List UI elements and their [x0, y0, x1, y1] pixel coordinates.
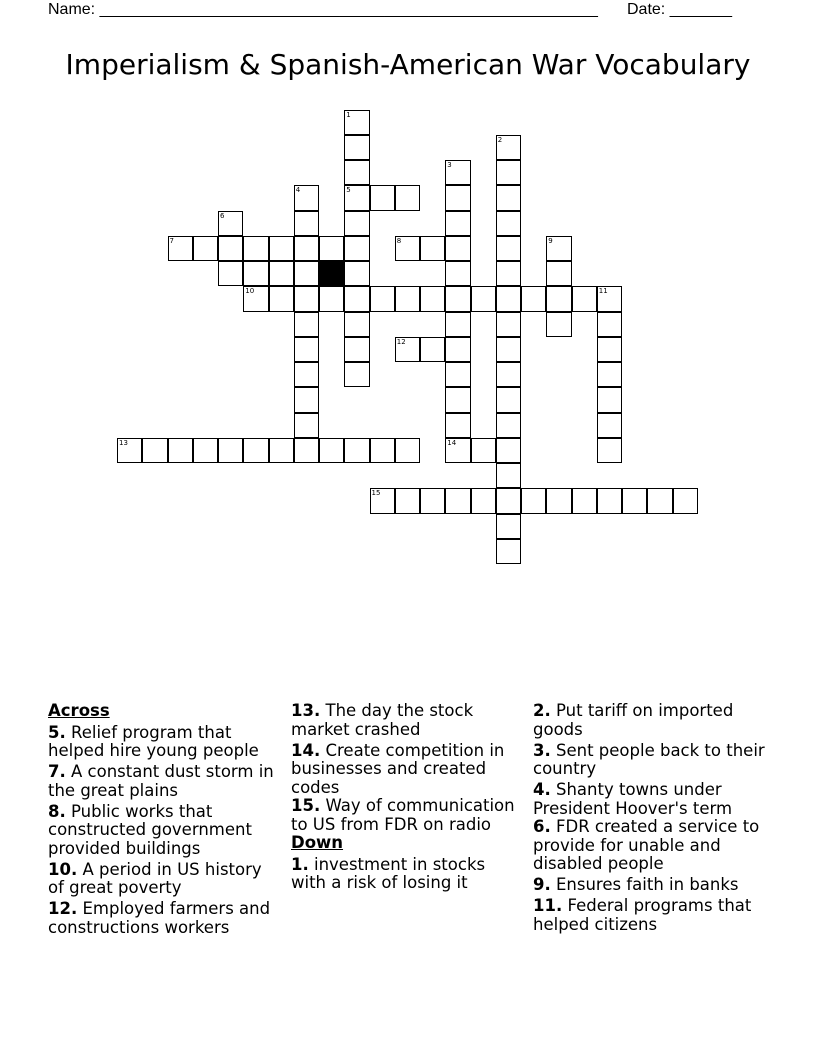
date-field-label: Date: _______ — [627, 1, 732, 18]
across-heading: Across — [48, 701, 110, 720]
grid-cell[interactable] — [572, 286, 597, 311]
grid-cell[interactable] — [496, 337, 521, 362]
grid-cell[interactable] — [597, 413, 622, 438]
clues-column-2 — [291, 702, 523, 895]
grid-cell[interactable] — [117, 438, 142, 463]
grid-cell[interactable] — [445, 185, 470, 210]
clue-across-15: 15. Way of communication to US from FDR on radio — [291, 796, 515, 834]
grid-cell[interactable] — [395, 185, 420, 210]
grid-cell[interactable] — [496, 135, 521, 160]
clues-column-3 — [533, 702, 765, 937]
clue-down-6: 6. FDR created a service to provide for unable and disabled people — [533, 817, 760, 873]
grid-cell[interactable] — [496, 463, 521, 488]
grid-cell[interactable] — [420, 286, 445, 311]
grid-cell[interactable] — [294, 286, 319, 311]
grid-cell[interactable] — [269, 438, 294, 463]
grid-cell[interactable] — [168, 438, 193, 463]
grid-cell[interactable] — [496, 413, 521, 438]
grid-cell[interactable] — [269, 261, 294, 286]
grid-cell[interactable] — [344, 185, 369, 210]
grid-cell[interactable] — [597, 286, 622, 311]
clue-across-5: 5. Relief program that helped hire young people — [48, 722, 259, 760]
clue-down-9: 9. Ensures faith in banks — [533, 875, 739, 894]
grid-cell[interactable] — [395, 438, 420, 463]
grid-cell[interactable] — [344, 286, 369, 311]
grid-cell[interactable] — [673, 488, 698, 513]
grid-cell[interactable] — [420, 337, 445, 362]
grid-cell[interactable] — [622, 488, 647, 513]
grid-cell[interactable] — [445, 362, 470, 387]
grid-cell[interactable] — [294, 211, 319, 236]
grid-cell[interactable] — [420, 488, 445, 513]
grid-cell[interactable] — [445, 488, 470, 513]
grid-cell[interactable] — [294, 185, 319, 210]
down-heading: Down — [291, 833, 344, 852]
grid-cell[interactable] — [269, 286, 294, 311]
grid-cell[interactable] — [218, 211, 243, 236]
grid-cell[interactable] — [597, 312, 622, 337]
grid-cell[interactable] — [445, 261, 470, 286]
grid-cell[interactable] — [344, 160, 369, 185]
clue-number: 5 — [346, 186, 351, 195]
grid-cell[interactable] — [294, 312, 319, 337]
grid-cell[interactable] — [445, 337, 470, 362]
grid-cell[interactable] — [218, 236, 243, 261]
grid-cell[interactable] — [471, 488, 496, 513]
grid-cell[interactable] — [572, 488, 597, 513]
grid-cell[interactable] — [546, 236, 571, 261]
grid-cell[interactable] — [370, 286, 395, 311]
grid-cell[interactable] — [445, 286, 470, 311]
clue-number: 14 — [447, 438, 457, 447]
grid-cell[interactable] — [243, 261, 268, 286]
grid-cell[interactable] — [344, 261, 369, 286]
grid-cell[interactable] — [193, 438, 218, 463]
page-title: Imperialism & Spanish-American War Vocabulary — [65, 48, 751, 81]
grid-cell[interactable] — [546, 286, 571, 311]
grid-cell[interactable] — [521, 286, 546, 311]
name-field-label: Name: ________________________________________________________ — [48, 1, 598, 18]
grid-cell[interactable] — [647, 488, 672, 513]
grid-cell[interactable] — [344, 362, 369, 387]
grid-cell[interactable] — [597, 362, 622, 387]
clue-number: 12 — [396, 337, 406, 346]
clues-column-1 — [48, 702, 280, 940]
clue-number: 9 — [548, 236, 553, 245]
grid-cell[interactable] — [496, 236, 521, 261]
grid-cell[interactable] — [445, 312, 470, 337]
grid-cell[interactable] — [496, 488, 521, 513]
grid-cell[interactable] — [344, 337, 369, 362]
grid-cell[interactable] — [496, 211, 521, 236]
grid-cell[interactable] — [496, 387, 521, 412]
grid-cell[interactable] — [597, 387, 622, 412]
grid-cell[interactable] — [344, 211, 369, 236]
clue-across-7: 7. A constant dust storm in the great plains — [48, 762, 274, 800]
grid-cell[interactable] — [193, 236, 218, 261]
grid-cell[interactable] — [218, 261, 243, 286]
grid-cell[interactable] — [420, 236, 445, 261]
grid-cell[interactable] — [344, 312, 369, 337]
clue-across-14: 14. Create competition in businesses and created codes — [291, 740, 505, 797]
grid-cell[interactable] — [445, 387, 470, 412]
clue-number: 13 — [119, 438, 128, 447]
clue-number: 1 — [346, 110, 351, 119]
grid-cell[interactable] — [294, 438, 319, 463]
grid-cell[interactable] — [269, 236, 294, 261]
grid-cell[interactable] — [218, 438, 243, 463]
grid-cell[interactable] — [395, 488, 420, 513]
grid-cell[interactable] — [294, 362, 319, 387]
grid-cell[interactable] — [546, 488, 571, 513]
grid-cell[interactable] — [445, 160, 470, 185]
grid-cell[interactable] — [597, 438, 622, 463]
grid-cell[interactable] — [319, 236, 344, 261]
grid-cell[interactable] — [445, 211, 470, 236]
clue-across-8: 8. Public works that constructed government provided buildings — [48, 801, 252, 858]
grid-cell[interactable] — [370, 438, 395, 463]
clue-across-13: 13. The day the stock market crashed — [291, 701, 474, 739]
grid-cell[interactable] — [294, 261, 319, 286]
clue-number: 7 — [169, 236, 174, 245]
clue-down-2: 2. Put tariff on imported goods — [533, 701, 734, 739]
grid-cell[interactable] — [546, 261, 571, 286]
grid-cell[interactable] — [445, 438, 470, 463]
grid-cell[interactable] — [344, 135, 369, 160]
grid-cell[interactable] — [597, 337, 622, 362]
grid-cell[interactable] — [496, 438, 521, 463]
grid-cell[interactable] — [243, 286, 268, 311]
grid-cell[interactable] — [344, 438, 369, 463]
clue-number: 10 — [245, 287, 255, 296]
grid-cell[interactable] — [445, 236, 470, 261]
clue-number: 2 — [497, 135, 503, 144]
grid-cell[interactable] — [496, 160, 521, 185]
grid-cell[interactable] — [496, 185, 521, 210]
grid-cell[interactable] — [496, 261, 521, 286]
grid-cell[interactable] — [370, 488, 395, 513]
grid-cell[interactable] — [294, 236, 319, 261]
grid-cell[interactable] — [294, 337, 319, 362]
grid-cell[interactable] — [471, 286, 496, 311]
clue-down-11: 11. Federal programs that helped citizens — [533, 896, 752, 934]
grid-cell[interactable] — [319, 286, 344, 311]
clue-down-3: 3. Sent people back to their country — [533, 740, 765, 778]
grid-cell[interactable] — [294, 413, 319, 438]
clue-number: 15 — [371, 489, 381, 498]
grid-cell[interactable] — [471, 438, 496, 463]
grid-cell[interactable] — [344, 110, 369, 135]
grid-cell[interactable] — [496, 362, 521, 387]
grid-cell[interactable] — [395, 236, 420, 261]
grid-cell[interactable] — [243, 438, 268, 463]
grid-cell[interactable] — [496, 539, 521, 564]
clue-down-1: 1. investment in stocks with a risk of losing it — [291, 854, 486, 892]
clue-number: 3 — [447, 161, 452, 169]
grid-cell[interactable] — [142, 438, 167, 463]
grid-cell[interactable] — [395, 286, 420, 311]
grid-cell[interactable] — [395, 337, 420, 362]
grid-cell[interactable] — [496, 286, 521, 311]
grid-cell[interactable] — [546, 312, 571, 337]
grid-cell[interactable] — [294, 387, 319, 412]
blocked-cell — [319, 261, 344, 286]
grid-cell[interactable] — [319, 438, 344, 463]
grid-cell[interactable] — [521, 488, 546, 513]
clue-number: 11 — [598, 287, 608, 296]
clue-number: 6 — [220, 211, 225, 220]
grid-cell[interactable] — [243, 236, 268, 261]
grid-cell[interactable] — [496, 514, 521, 539]
grid-cell[interactable] — [370, 185, 395, 210]
grid-cell[interactable] — [445, 413, 470, 438]
clue-number: 4 — [295, 186, 301, 195]
grid-cell[interactable] — [344, 236, 369, 261]
clue-down-4: 4. Shanty towns under President Hoover's term — [533, 780, 733, 818]
grid-cell[interactable] — [597, 488, 622, 513]
grid-cell[interactable] — [168, 236, 193, 261]
clue-number: 8 — [396, 236, 402, 245]
clue-across-12: 12. Employed farmers and constructions workers — [48, 899, 271, 937]
clue-across-10: 10. A period in US history of great poverty — [48, 859, 262, 897]
grid-cell[interactable] — [496, 312, 521, 337]
